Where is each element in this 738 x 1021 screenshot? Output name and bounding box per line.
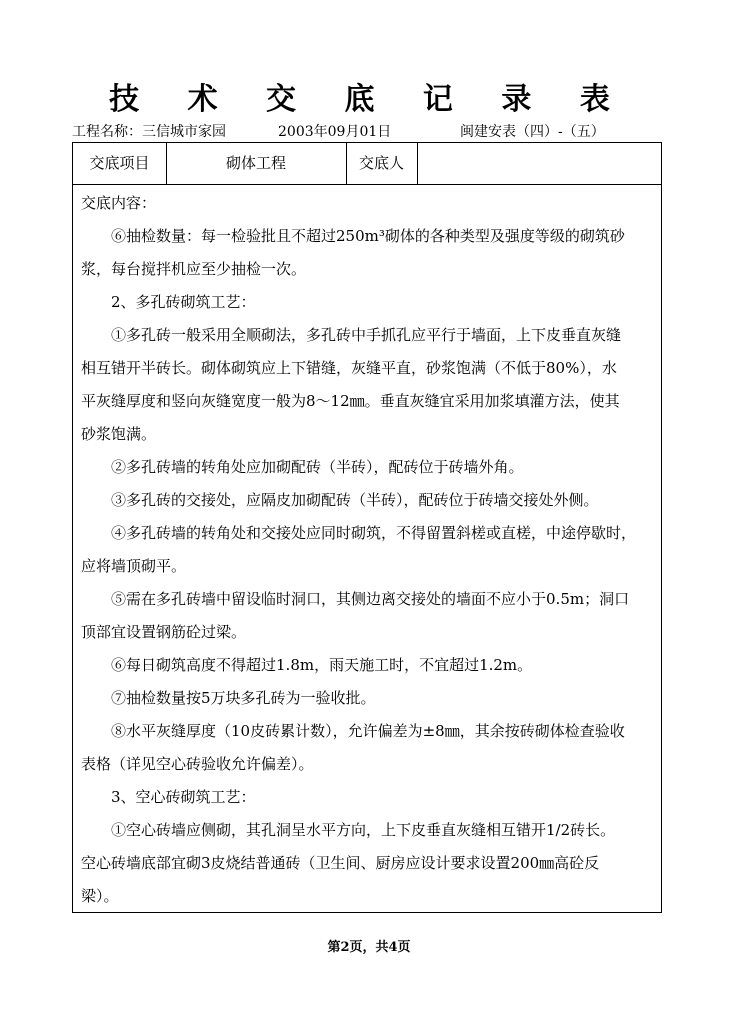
content-line: 2、多孔砖砌筑工艺： xyxy=(111,293,256,311)
content-line: 空心砖墙底部宜砌3皮烧结普通砖（卫生间、厨房应设计要求设置200㎜高砼反 xyxy=(81,854,600,872)
record-table xyxy=(72,142,662,913)
content-line: ③多孔砖的交接处，应隔皮加砌配砖（半砖），配砖位于砖墙交接处外侧。 xyxy=(111,491,599,509)
person-label-cell: 交底人 xyxy=(358,154,404,172)
content-line: ①多孔砖一般采用全顺砌法，多孔砖中手抓孔应平行于墙面，上下皮垂直灰缝 xyxy=(111,326,622,344)
item-label-cell: 交底项目 xyxy=(89,154,150,172)
content-line: ⑥抽检数量：每一检验批且不超过250m³砌体的各种类型及强度等级的砌筑砂 xyxy=(111,227,625,245)
document-title: 技 术 交 底 记 录 表 xyxy=(109,82,629,117)
content-line: 浆，每台搅拌机应至少抽检一次。 xyxy=(81,260,307,278)
content-line: ②多孔砖墙的转角处应加砌配砖（半砖），配砖位于砖墙外角。 xyxy=(111,458,524,476)
document-date: 2003年09月01日 xyxy=(278,124,392,140)
content-line: 梁）。 xyxy=(81,887,119,905)
content-line: 平灰缝厚度和竖向灰缝宽度一般为8～12㎜。垂直灰缝宜采用加浆填灌方法，使其 xyxy=(81,392,620,410)
content-line: ⑦抽检数量按5万块多孔砖为一验收批。 xyxy=(111,689,376,707)
form-code: 闽建安表（四）-（五） xyxy=(460,124,605,140)
content-line: 顶部宜设置钢筋砼过梁。 xyxy=(81,623,247,641)
meta-row xyxy=(72,122,672,142)
content-body xyxy=(81,187,657,913)
project-name: 工程名称：三信城市家园 xyxy=(72,124,226,140)
page-number: 第2页，共4页 xyxy=(327,940,411,955)
item-value-cell: 砌体工程 xyxy=(225,154,286,172)
content-line: ①空心砖墙应侧砌，其孔洞呈水平方向，上下皮垂直灰缝相互错开1/2砖长。 xyxy=(111,821,616,839)
person-value-cell xyxy=(417,143,661,184)
content-line: ④多孔砖墙的转角处和交接处应同时砌筑，不得留置斜槎或直槎，中途停歇时， xyxy=(111,524,637,542)
content-heading: 交底内容： xyxy=(81,194,157,212)
content-line: ⑥每日砌筑高度不得超过1.8m，雨天施工时，不宜超过1.2m。 xyxy=(111,656,533,674)
content-line: 3、空心砖砌筑工艺： xyxy=(111,788,256,806)
content-line: 表格（详见空心砖验收允许偏差）。 xyxy=(81,755,314,773)
content-line: 相互错开半砖长。砌体砌筑应上下错缝，灰缝平直，砂浆饱满（不低于80%），水 xyxy=(81,359,617,377)
content-line: ⑤需在多孔砖墙中留设临时洞口，其侧边离交接处的墙面不应小于0.5m；洞口 xyxy=(111,590,630,608)
content-line: 砂浆饱满。 xyxy=(81,425,157,443)
content-line: ⑧水平灰缝厚度（10皮砖累计数），允许偏差为±8㎜，其余按砖砌体检查验收 xyxy=(111,722,625,740)
table-header-row xyxy=(73,143,661,185)
content-line: 应将墙顶砌平。 xyxy=(81,557,187,575)
